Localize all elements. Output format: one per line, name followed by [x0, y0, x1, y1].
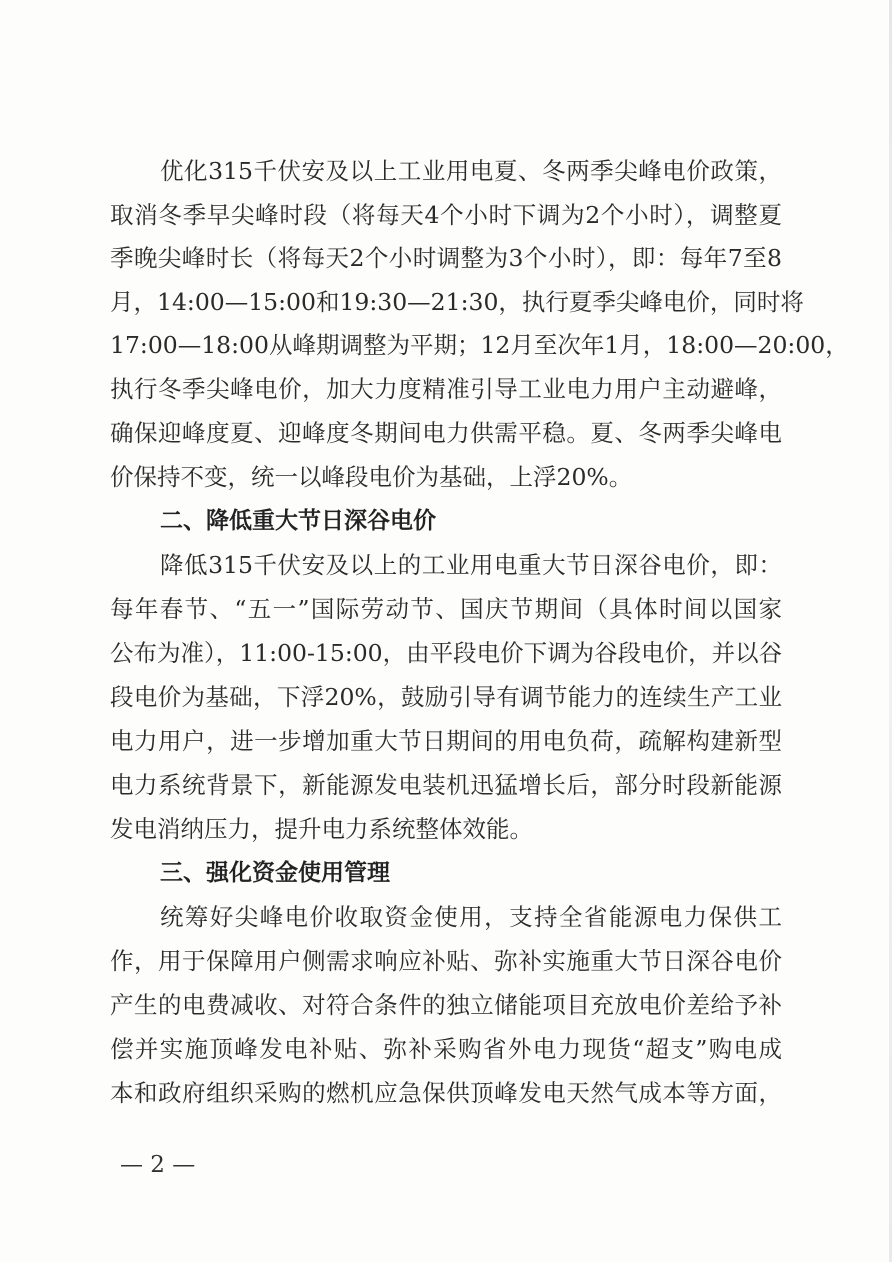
paragraph-line: 季晚尖峰时长（将每天2个小时调整为3个小时），即：每年7至8: [110, 244, 782, 272]
paragraph-line: 作，用于保障用户侧需求响应补贴、弥补实施重大节日深谷电价: [110, 947, 782, 975]
section-heading-2: 二、降低重大节日深谷电价: [160, 508, 436, 534]
paragraph-line: 确保迎峰度夏、迎峰度冬期间电力供需平稳。夏、冬两季尖峰电: [110, 419, 782, 447]
paragraph-line: 偿并实施顶峰发电补贴、弥补采购省外电力现货“超支”购电成: [110, 1035, 782, 1063]
paragraph-line: 价保持不变，统一以峰段电价为基础，上浮20%。: [110, 463, 633, 491]
paragraph-line: 统筹好尖峰电价收取资金使用，支持全省能源电力保供工: [160, 903, 782, 931]
paragraph-line: 每年春节、“五一”国际劳动节、国庆节期间（具体时间以国家: [110, 595, 782, 623]
paragraph-line: 段电价为基础，下浮20%，鼓励引导有调节能力的连续生产工业: [110, 683, 782, 711]
paragraph-line: 电力系统背景下，新能源发电装机迅猛增长后，部分时段新能源: [110, 771, 782, 799]
paragraph-line: 电力用户，进一步增加重大节日期间的用电负荷，疏解构建新型: [110, 727, 782, 755]
paragraph-line: 发电消纳压力，提升电力系统整体效能。: [110, 815, 533, 843]
paragraph-line: 降低315千伏安及以上的工业用电重大节日深谷电价，即：: [160, 551, 782, 579]
paragraph-line: 产生的电费减收、对符合条件的独立储能项目充放电价差给予补: [110, 991, 782, 1019]
paragraph-line: 执行冬季尖峰电价，加大力度精准引导工业电力用户主动避峰，: [110, 375, 782, 403]
page-number: — 2 —: [120, 1152, 196, 1178]
paragraph-line: 17:00—18:00从峰期调整为平期；12月至次年1月，18:00—20:00，: [110, 331, 849, 359]
paragraph-line: 取消冬季早尖峰时段（将每天4个小时下调为2个小时），调整夏: [110, 201, 782, 229]
paragraph-line: 本和政府组织采购的燃机应急保供顶峰发电天然气成本等方面，: [110, 1079, 782, 1107]
paragraph-line: 公布为准），11:00-15:00，由平段电价下调为谷段电价，并以谷: [110, 639, 783, 667]
section-heading-3: 三、强化资金使用管理: [160, 860, 390, 886]
paragraph-line: 优化315千伏安及以上工业用电夏、冬两季尖峰电价政策，: [160, 157, 782, 185]
paragraph-line: 月，14:00—15:00和19:30—21:30，执行夏季尖峰电价，同时将: [110, 288, 804, 316]
